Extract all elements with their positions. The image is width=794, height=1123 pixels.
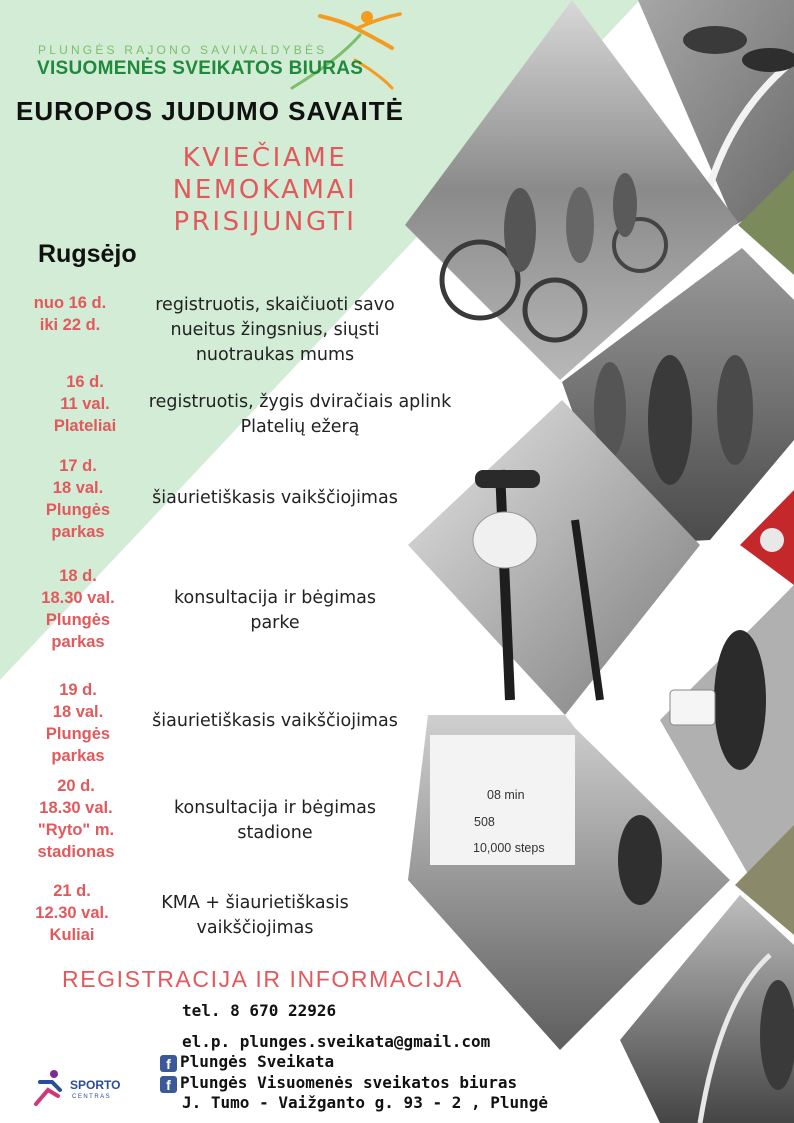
event-date-line: 16 d. xyxy=(66,373,104,391)
event-date-line: "Ryto" m. xyxy=(37,821,115,839)
page-title: EUROPOS JUDUMO SAVAITĖ xyxy=(16,96,404,126)
event-date-line: Plungės xyxy=(45,611,111,629)
event-date-line: Plungės xyxy=(45,725,111,743)
event-date-line: 21 d. xyxy=(53,882,91,900)
event-date xyxy=(8,455,148,543)
event-desc-line: nuotraukas mums xyxy=(195,345,355,365)
event-date-line: Plungės xyxy=(45,501,111,519)
registration-heading: REGISTRACIJA IR INFORMACIJA xyxy=(62,966,464,992)
event-desc-line: registruotis, skaičiuoti savo xyxy=(155,295,395,315)
event-desc-line: Platelių ežerą xyxy=(240,417,360,437)
photo-num: 508 xyxy=(474,815,495,829)
event-desc-line: stadione xyxy=(237,823,313,843)
photo-time: 08 min xyxy=(487,788,525,802)
facebook-name-2: Plungės Visuomenės sveikatos biuras xyxy=(180,1073,518,1092)
logo-line-1: PLUNGĖS RAJONO SAVIVALDYBĖS xyxy=(38,43,328,57)
event-date-line: 18 val. xyxy=(52,703,104,721)
event-description xyxy=(130,293,420,368)
event-desc-line: šiaurietiškasis vaikščiojimas xyxy=(152,711,398,731)
event-date-line: parkas xyxy=(51,633,105,651)
sport-center-logo xyxy=(30,1068,130,1113)
event-date-line: parkas xyxy=(51,523,105,541)
invitation-text xyxy=(130,142,400,238)
event-description xyxy=(130,796,420,846)
photo-steps: 10,000 steps xyxy=(473,841,545,855)
event-description xyxy=(120,390,480,440)
facebook-link-2[interactable] xyxy=(160,1073,517,1093)
sport-logo-text: SPORTO xyxy=(70,1078,121,1092)
event-date-line: 17 d. xyxy=(59,457,97,475)
event-desc-line: konsultacija ir bėgimas xyxy=(174,798,376,818)
event-date-line: 11 val. xyxy=(60,395,110,413)
event-date-line: iki 22 d. xyxy=(39,316,101,334)
event-date-line: Plateliai xyxy=(53,417,117,435)
invitation-line-2: NEMOKAMAI xyxy=(172,175,358,205)
event-date-line: 18 val. xyxy=(52,479,104,497)
phone-number[interactable]: tel. 8 670 22926 xyxy=(182,1001,337,1020)
event-date-line: parkas xyxy=(51,747,105,765)
event-date-line: 18 d. xyxy=(59,567,97,585)
invitation-line-3: PRISIJUNGTI xyxy=(173,207,357,237)
facebook-icon: f xyxy=(160,1055,177,1072)
event-date-line: 18.30 val. xyxy=(39,799,113,817)
event-date-line: 20 d. xyxy=(57,777,95,795)
event-date-line: nuo 16 d. xyxy=(33,294,107,312)
facebook-icon: f xyxy=(160,1076,177,1093)
event-desc-line: vaikščiojimas xyxy=(196,918,314,938)
event-date-line: 18.30 val. xyxy=(41,589,115,607)
event-description xyxy=(110,891,400,941)
facebook-name-1: Plungės Sveikata xyxy=(180,1052,335,1071)
event-desc-line: šiaurietiškasis vaikščiojimas xyxy=(152,488,398,508)
email-address[interactable]: el.p. plunges.sveikata@gmail.com xyxy=(182,1032,491,1051)
invitation-line-1: KVIEČIAME xyxy=(182,143,348,173)
event-date xyxy=(8,679,148,767)
sport-logo-subtext: CENTRAS xyxy=(72,1094,112,1100)
event-description xyxy=(130,486,420,511)
logo-line-2: VISUOMENĖS SVEIKATOS BIURAS xyxy=(37,58,364,79)
event-desc-line: registruotis, žygis dviračiais aplink xyxy=(148,392,452,412)
facebook-link-1[interactable] xyxy=(160,1052,334,1072)
month-heading: Rugsėjo xyxy=(38,240,137,268)
event-desc-line: nueitus žingsnius, siųsti xyxy=(170,320,380,340)
event-date-line: 12.30 val. xyxy=(35,904,109,922)
event-desc-line: KMA + šiaurietiškasis xyxy=(161,893,349,913)
event-date xyxy=(8,565,148,653)
runner-shoe xyxy=(683,26,747,54)
event-description xyxy=(130,709,420,734)
event-desc-line: konsultacija ir bėgimas xyxy=(174,588,376,608)
event-date xyxy=(6,775,146,863)
event-date-line: Kuliai xyxy=(49,926,95,944)
address: J. Tumo - Vaižganto g. 93 - 2 , Plungė xyxy=(182,1093,549,1112)
event-description xyxy=(130,586,420,636)
event-date xyxy=(0,292,140,336)
event-date-line: 19 d. xyxy=(59,681,97,699)
event-date-line: stadionas xyxy=(37,843,115,861)
event-desc-line: parke xyxy=(250,613,300,633)
runner-logo-icon xyxy=(30,1068,70,1110)
